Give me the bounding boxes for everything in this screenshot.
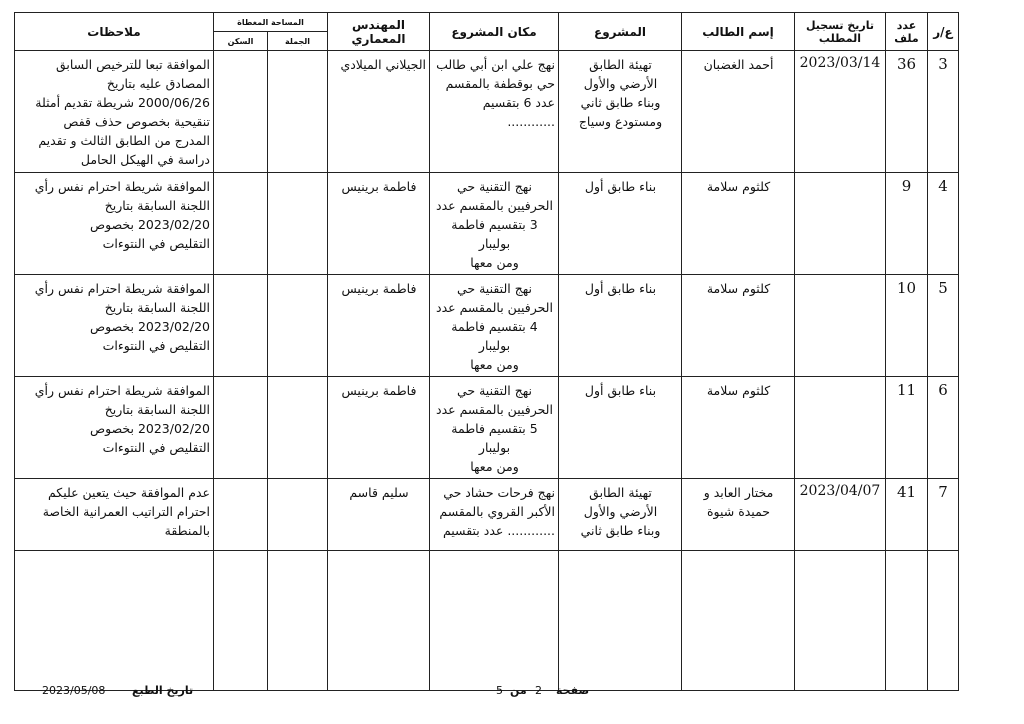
header-area-total: الجملة <box>268 32 328 51</box>
table-row <box>15 275 983 377</box>
table-row <box>15 51 983 173</box>
cell-notes: عدم الموافقة حيث يتعين عليكم احترام التراتيب العمرانية الخاصة بالمنطقة <box>15 479 214 551</box>
cell-date <box>795 377 886 479</box>
cell-location: نهج التقنية حي الحرفيين بالمقسم عدد 5 بتقسيم فاطمة بوليبار ومن معها <box>430 377 559 479</box>
cell-applicant: مختار العابد و حميدة شيوة <box>682 479 795 551</box>
print-date-label: تاريخ الطبع <box>132 684 194 697</box>
records-table-container <box>14 12 982 691</box>
table-row <box>15 173 983 275</box>
cell-architect: فاطمة برينيس <box>328 275 430 377</box>
header-file-count: عدد ملف <box>886 13 928 51</box>
header-area-housing: السكن <box>214 32 268 51</box>
cell-area-total <box>268 377 328 479</box>
cell-index: 3 <box>928 51 959 173</box>
cell-date: 2023/04/07 <box>795 479 886 551</box>
cell-file: 11 <box>886 377 928 479</box>
cell-project: تهيئة الطابق الأرضي والأول وبناء طابق ثاني ومستودع وسياج <box>559 51 682 173</box>
cell-area-housing <box>214 173 268 275</box>
cell-location: نهج علي ابن أبي طالب حي بوقطفة بالمقسم عدد 6 بتقسيم ............ <box>430 51 559 173</box>
cell-architect: فاطمة برينيس <box>328 377 430 479</box>
cell-area-total <box>268 51 328 173</box>
cell-architect: الجيلاني الميلادي <box>328 51 430 173</box>
cell-file: 10 <box>886 275 928 377</box>
cell-project: بناء طابق أول <box>559 173 682 275</box>
empty-cell <box>682 551 795 691</box>
header-applicant: إسم الطالب <box>682 13 795 51</box>
page-label: صفحة <box>556 684 590 697</box>
cell-file: 41 <box>886 479 928 551</box>
cell-applicant: كلثوم سلامة <box>682 275 795 377</box>
cell-area-total <box>268 479 328 551</box>
cell-applicant: كلثوم سلامة <box>682 173 795 275</box>
records-table <box>14 12 983 691</box>
page-total: 5 <box>496 684 503 697</box>
empty-cell <box>795 551 886 691</box>
page-current: 2 <box>535 684 542 697</box>
cell-notes: الموافقة شريطة احترام نفس رأي اللجنة السابقة بتاريخ 2023/02/20 بخصوص التقليص في النتوءات <box>15 173 214 275</box>
cell-notes: الموافقة شريطة احترام نفس رأي اللجنة السابقة بتاريخ 2023/02/20 بخصوص التقليص في النتوءات <box>15 275 214 377</box>
empty-cell <box>214 551 268 691</box>
cell-location: نهج فرحات حشاد حي الأكبر القروي بالمقسم ............ عدد بتقسيم <box>430 479 559 551</box>
cell-area-housing <box>214 377 268 479</box>
cell-area-housing <box>214 479 268 551</box>
cell-index: 4 <box>928 173 959 275</box>
cell-date: 2023/03/14 <box>795 51 886 173</box>
empty-cell <box>430 551 559 691</box>
cell-notes: الموافقة شريطة احترام نفس رأي اللجنة السابقة بتاريخ 2023/02/20 بخصوص التقليص في النتوءات <box>15 377 214 479</box>
header-covered-area: المساحة المغطاة <box>214 13 328 32</box>
table-row <box>15 479 983 551</box>
cell-project: تهيئة الطابق الأرضي والأول وبناء طابق ثاني <box>559 479 682 551</box>
header-architect: المهندس المعماري <box>328 13 430 51</box>
cell-architect: فاطمة برينيس <box>328 173 430 275</box>
cell-architect: سليم قاسم <box>328 479 430 551</box>
page-of-label: من <box>510 684 527 697</box>
cell-index: 5 <box>928 275 959 377</box>
empty-cell <box>928 551 959 691</box>
header-project: المشروع <box>559 13 682 51</box>
cell-area-total <box>268 173 328 275</box>
cell-file: 9 <box>886 173 928 275</box>
empty-cell <box>328 551 430 691</box>
header-row-index: ع/ر <box>928 13 959 51</box>
cell-area-housing <box>214 275 268 377</box>
cell-location: نهج التقنية حي الحرفيين بالمقسم عدد 3 بتقسيم فاطمة بوليبار ومن معها <box>430 173 559 275</box>
cell-project: بناء طابق أول <box>559 377 682 479</box>
cell-area-housing <box>214 51 268 173</box>
cell-date <box>795 173 886 275</box>
cell-notes: الموافقة تبعا للترخيص السابق المصادق عليه بتاريخ 2000/06/26 شريطة تقديم أمثلة تنقيحية بخصوص حذف قفص المدرج من الطابق الثالث و تقديم دراسة في الهيكل الحامل <box>15 51 214 173</box>
header-notes: ملاحظات <box>15 13 214 51</box>
cell-index: 6 <box>928 377 959 479</box>
cell-applicant: أحمد الغضبان <box>682 51 795 173</box>
empty-row <box>15 551 983 691</box>
empty-cell <box>559 551 682 691</box>
cell-applicant: كلثوم سلامة <box>682 377 795 479</box>
cell-location: نهج التقنية حي الحرفيين بالمقسم عدد 4 بتقسيم فاطمة بوليبار ومن معها <box>430 275 559 377</box>
page-footer <box>0 684 1024 704</box>
empty-cell <box>886 551 928 691</box>
empty-cell <box>268 551 328 691</box>
cell-index: 7 <box>928 479 959 551</box>
header-row <box>15 13 983 32</box>
header-location: مكان المشروع <box>430 13 559 51</box>
cell-project: بناء طابق أول <box>559 275 682 377</box>
print-date: 2023/05/08 <box>42 684 106 697</box>
table-row <box>15 377 983 479</box>
cell-file: 36 <box>886 51 928 173</box>
empty-cell <box>15 551 214 691</box>
cell-date <box>795 275 886 377</box>
cell-area-total <box>268 275 328 377</box>
header-registration-date: تاريخ تسجيل المطلب <box>795 13 886 51</box>
